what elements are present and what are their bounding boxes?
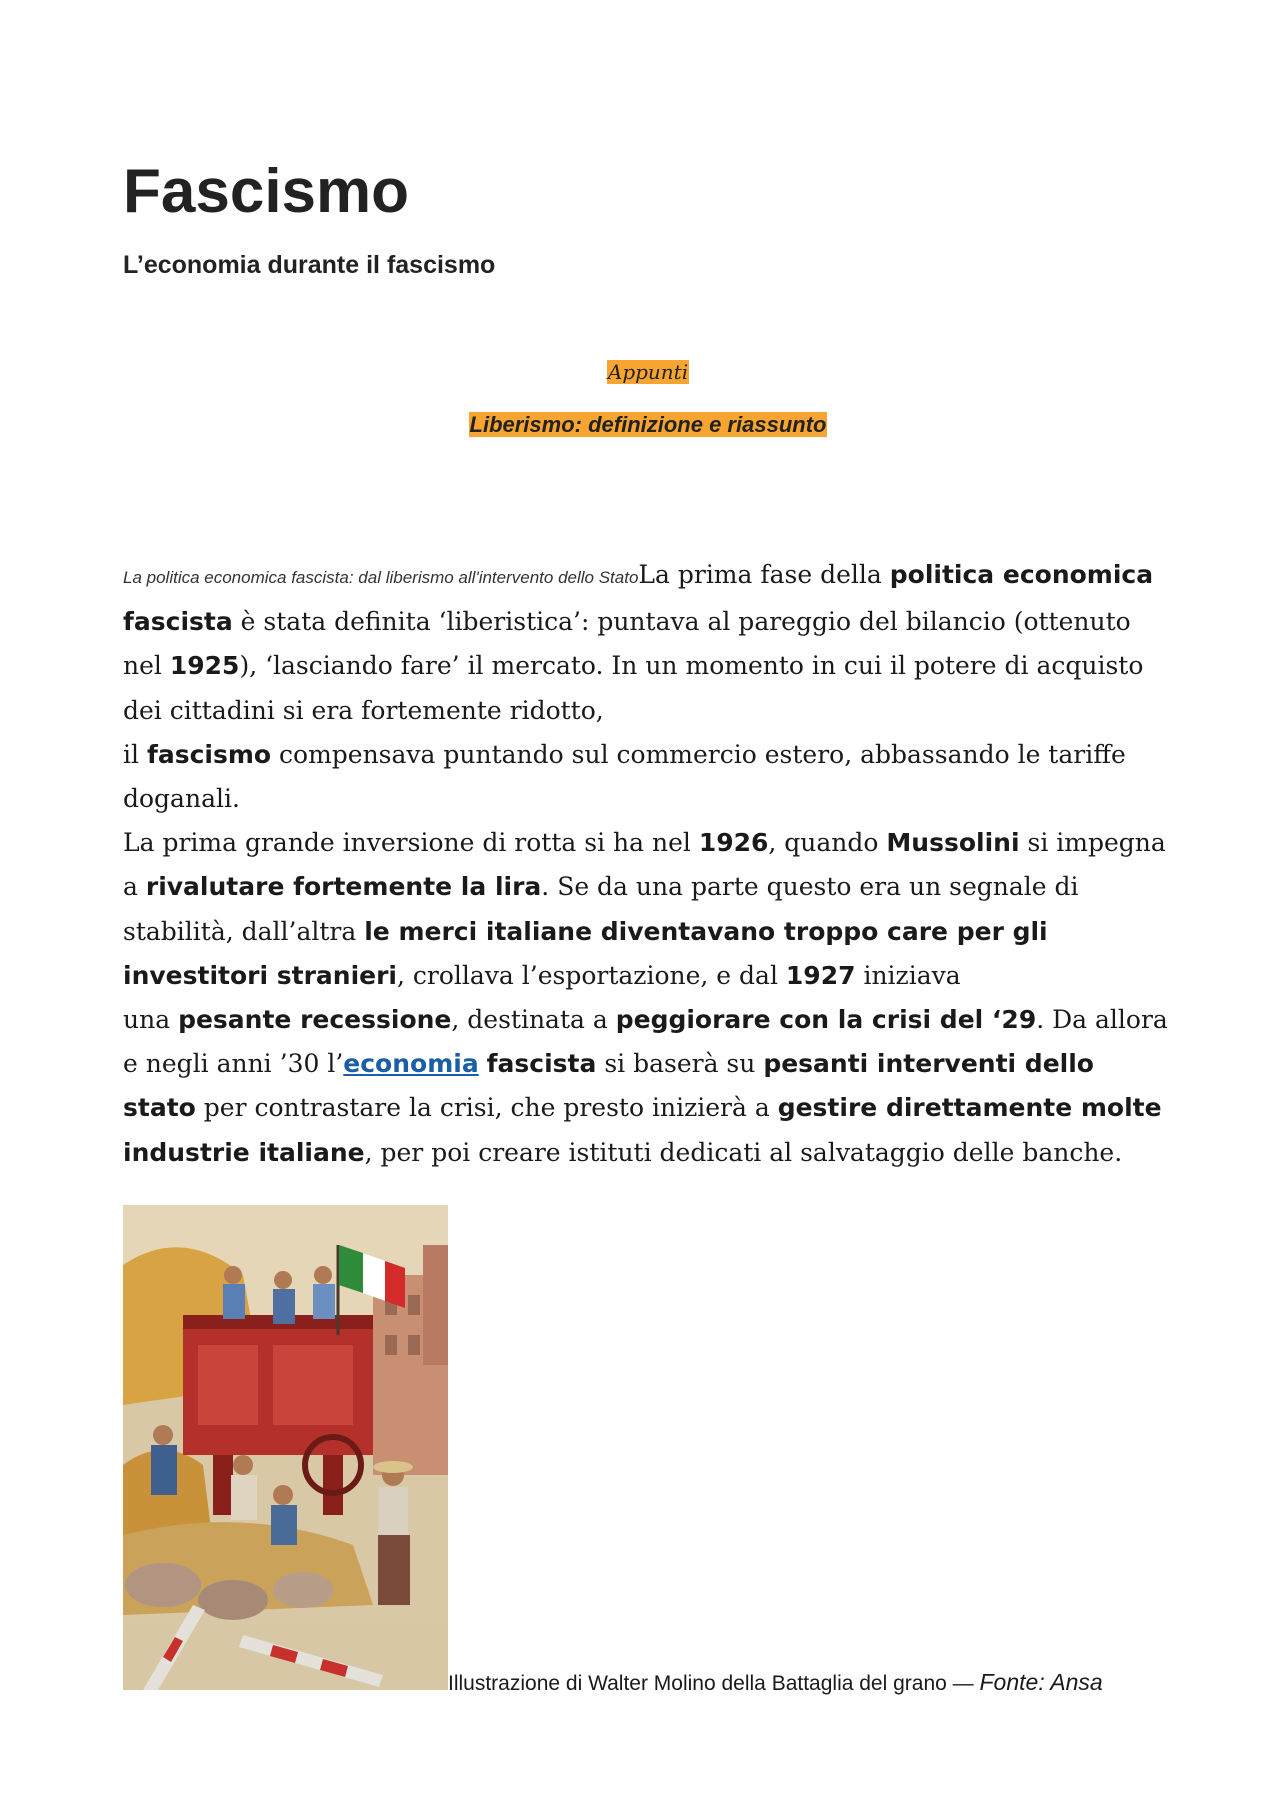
text-run: . Da allora e negli anni ’30 l’: [123, 1005, 1168, 1079]
page-subtitle: L’economia durante il fascismo: [123, 251, 496, 279]
bold-run: gestire direttamente molte industrie italiane: [123, 1093, 1162, 1167]
bold-run: fascista: [486, 1049, 597, 1079]
text-run: per contrastare la crisi, che presto inizierà a: [195, 1093, 778, 1123]
text-run: iniziava: [855, 960, 961, 990]
text-run: [479, 1049, 487, 1078]
appunti-tag: [123, 358, 1173, 386]
bold-run: 1927: [785, 960, 856, 990]
page-title: Fascismo: [123, 157, 410, 226]
article-body: [123, 553, 1173, 1175]
text-run: , quando: [768, 828, 887, 858]
text-run: si baserà su: [596, 1049, 764, 1079]
text-run: , per poi creare istituti dedicati al salvataggio delle banche.: [364, 1137, 1123, 1167]
text-run: compensava puntando sul commercio estero, abbassando le tariffe doganali.: [123, 739, 1126, 814]
text-run: si impegna a: [123, 828, 1166, 902]
bold-run: 1926: [698, 828, 769, 858]
liberismo-tag: [123, 410, 1173, 440]
text-run: . Se da una parte questo era un segnale di stabilità, dall’altra: [123, 872, 1079, 946]
bold-run: pesante recessione: [178, 1005, 452, 1035]
image-alt-caption: La politica economica fascista: dal liberismo all'intervento dello Stato: [123, 568, 639, 587]
economia-link[interactable]: economia: [343, 1049, 479, 1079]
figure-caption-text: Illustrazione di Walter Molino della Battaglia del grano —: [448, 1672, 980, 1695]
battaglia-del-grano-illustration: [123, 1205, 448, 1690]
appunti-label[interactable]: Appunti: [607, 360, 689, 384]
text-run: ), ‘lasciando fare’ il mercato. In un momento in cui il potere di acquisto dei cittadini si era fortemente ridotto,: [123, 651, 1144, 725]
text-run: La prima fase della: [638, 560, 890, 589]
text-run: è stata definita ‘liberistica’: puntava al pareggio del bilancio (ottenuto nel: [123, 607, 1131, 681]
figure-caption: [448, 1668, 1103, 1698]
bold-run: le merci italiane diventavano troppo care per gli investitori stranieri: [123, 916, 1048, 990]
bold-run: fascismo: [146, 739, 272, 769]
text-run: , destinata a: [451, 1005, 616, 1035]
bold-run: peggiorare con la crisi del ‘29: [615, 1005, 1037, 1035]
bold-run: politica economica fascista: [123, 560, 1154, 637]
bold-run: rivalutare fortemente la lira: [145, 872, 542, 902]
liberismo-label[interactable]: Liberismo: definizione e riassunto: [469, 412, 827, 437]
text-run: , crollava l’esportazione, e dal: [397, 960, 786, 990]
figure-source: Fonte: Ansa: [979, 1669, 1103, 1695]
bold-run: 1925: [169, 651, 240, 681]
bold-run: pesanti interventi dello stato: [123, 1049, 1094, 1123]
text-run: La prima grande inversione di rotta si ha nel: [123, 828, 699, 858]
bold-run: Mussolini: [886, 828, 1020, 858]
text-run: una: [123, 1005, 179, 1035]
text-run: il: [123, 739, 147, 769]
